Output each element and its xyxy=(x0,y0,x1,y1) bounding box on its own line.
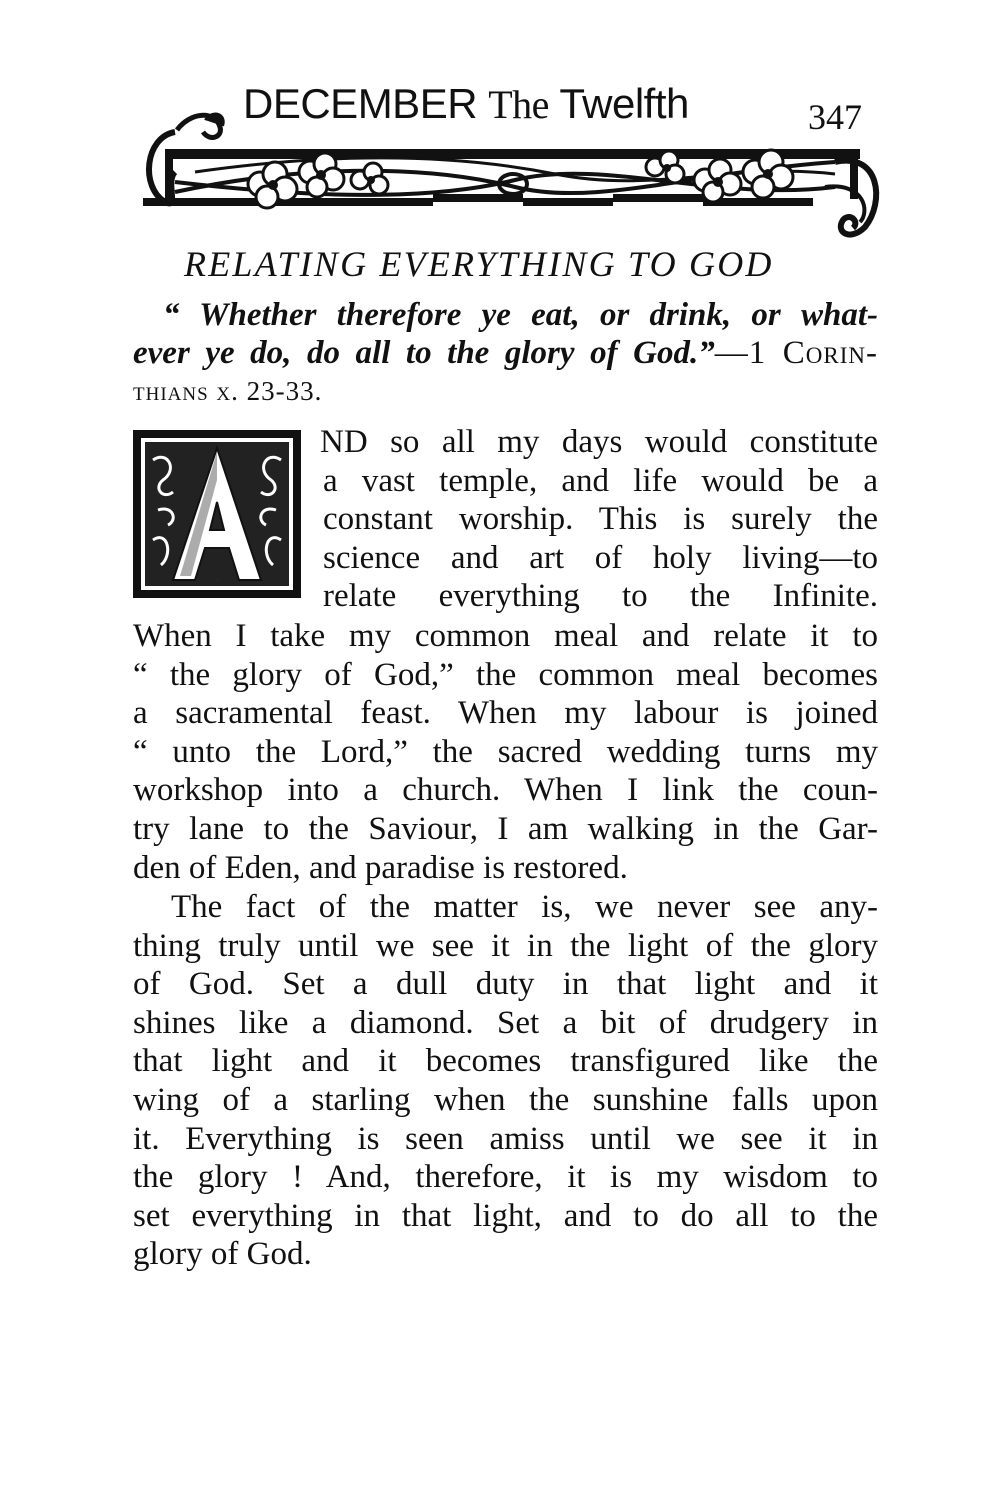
epigraph xyxy=(133,296,878,410)
text-line: glory of God. xyxy=(133,1236,312,1273)
text-line: workshop into a church. When I link the coun- xyxy=(133,772,878,809)
epigraph-reference: —1 Corin- xyxy=(714,335,878,371)
epigraph-line-1: “ Whether therefore ye eat, or drink, or what- xyxy=(163,297,878,333)
text-line: relate everything to the Infinite. xyxy=(323,578,878,615)
text-line: wing of a starling when the sunshine falls upon xyxy=(133,1081,878,1118)
text-line: thing truly until we see it in the light of the glory xyxy=(133,927,878,964)
section-title: RELATING EVERYTHING TO GOD xyxy=(184,244,774,284)
text-line: a sacramental feast. When my labour is joined xyxy=(133,695,878,732)
floral-ornament-icon xyxy=(135,92,885,252)
paragraph-2 xyxy=(133,888,878,1274)
header-month: DECEMBER xyxy=(243,80,478,127)
epigraph-quote-end: ever ye do, do all to the glory of God.” xyxy=(133,335,715,371)
text-line: of God. Set a dull duty in that light and it xyxy=(133,966,878,1003)
header-day: Twelfth xyxy=(559,80,689,127)
paragraph-1-wrapped xyxy=(320,423,878,616)
epigraph-line-3: thians x. 23-33. xyxy=(133,376,323,406)
epigraph-line-2 xyxy=(133,334,878,372)
text-line: “ unto the Lord,” the sacred wedding turns my xyxy=(133,733,878,770)
text-line: constant worship. This is surely the xyxy=(323,501,878,538)
page-number: 347 xyxy=(808,97,862,137)
text-line: that light and it becomes transfigured like the xyxy=(133,1043,878,1080)
drop-cap-letter: A xyxy=(216,580,218,581)
text-line: The fact of the matter is, we never see any- xyxy=(171,889,878,925)
header-the: The xyxy=(488,82,549,127)
text-line: the glory ! And, therefore, it is my wisdom to xyxy=(133,1159,878,1196)
text-line: When I take my common meal and relate it to xyxy=(133,618,878,654)
text-line: shines like a diamond. Set a bit of drudgery in xyxy=(133,1004,878,1041)
text-line: den of Eden, and paradise is restored. xyxy=(133,849,628,886)
paragraph-1 xyxy=(133,617,878,887)
text-line: ND so all my days would constitute xyxy=(320,424,878,460)
text-line: set everything in that light, and to do all to the xyxy=(133,1197,878,1234)
text-line: a vast temple, and life would be a xyxy=(323,462,878,499)
text-line: “ the glory of God,” the common meal becomes xyxy=(133,656,878,693)
drop-cap-a-icon xyxy=(133,430,301,598)
text-line: it. Everything is seen amiss until we see it in xyxy=(133,1120,878,1157)
text-line: science and art of holy living—to xyxy=(323,539,878,576)
text-line: try lane to the Saviour, I am walking in the Gar- xyxy=(133,810,878,847)
